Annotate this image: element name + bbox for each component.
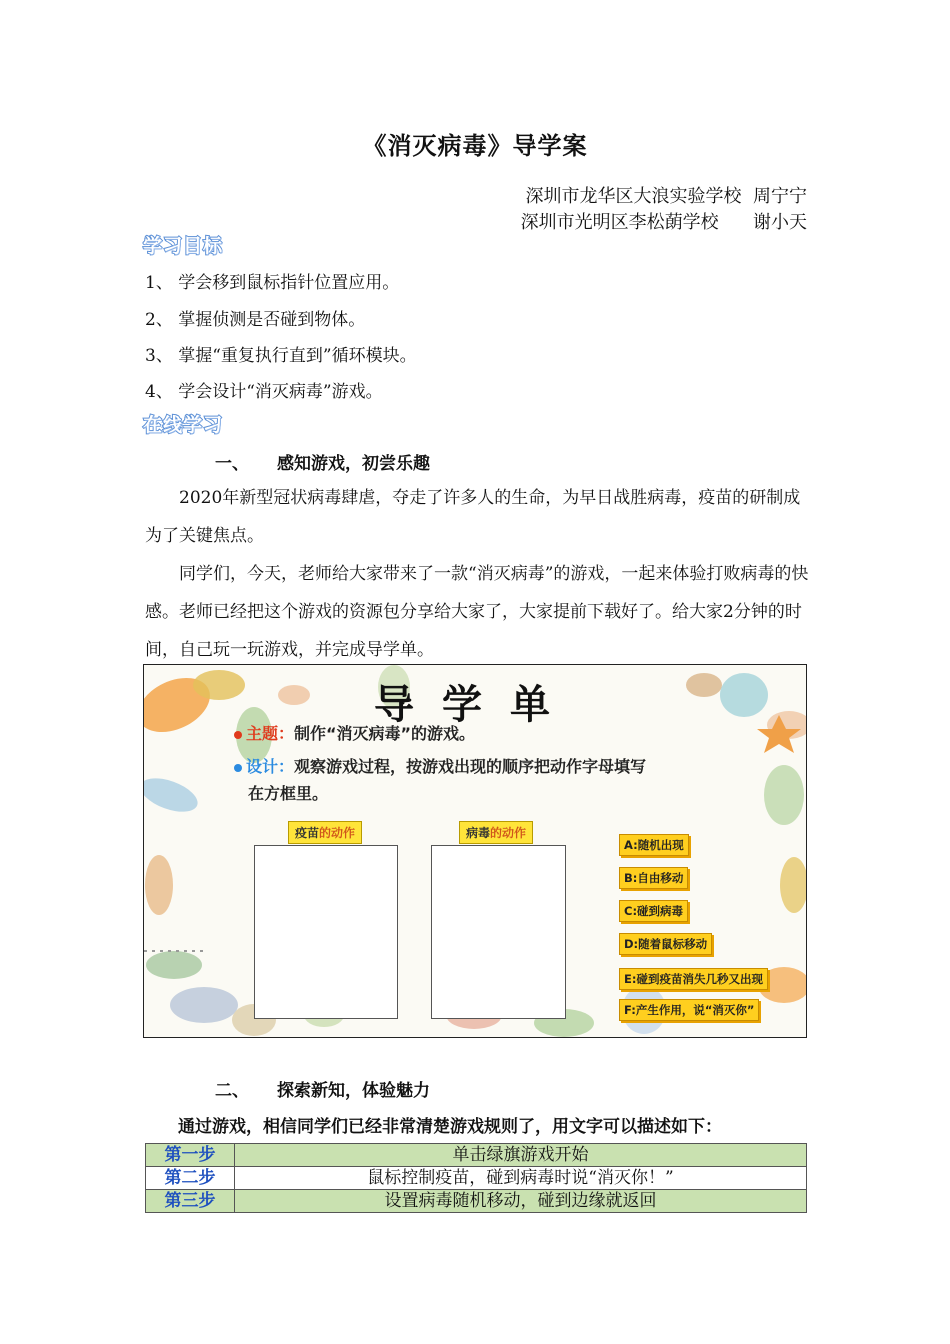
page-title: 《消灭病毒》导学案 [362,132,588,160]
part1-title: 感知游戏，初尝乐趣 [277,454,430,474]
section-online-badge: 在线学习 [143,414,224,436]
table-row [146,1190,807,1213]
part1-number: 一、 [215,454,249,474]
vaccine-box-label: 疫苗的动作 [288,821,362,844]
steps-table [145,1143,807,1213]
action-d: D:随着鼠标移动 [619,933,712,955]
action-c: C:碰到病毒 [619,900,688,922]
action-e: E:碰到疫苗消失几秒又出现 [619,968,768,990]
action-b: B:自由移动 [619,867,688,889]
action-a: A:随机出现 [619,834,689,856]
worksheet-image [143,664,807,1038]
vaccine-answer-box[interactable] [254,845,398,1019]
paragraph-1: 2020年新型冠状病毒肆虐，夺走了许多人的生命，为早日战胜病毒，疫苗的研制成为了关键焦点。 [145,488,801,546]
step-desc: 设置病毒随机移动，碰到边缘就返回 [235,1190,807,1213]
virus-answer-box[interactable] [431,845,566,1019]
part2-heading [215,1076,430,1101]
author-line-1: 深圳市龙华区大浪实验学校 周宁宁 [525,186,807,207]
table-row [146,1167,807,1190]
table-row [146,1144,807,1167]
part2-title: 探索新知，体验魅力 [277,1081,430,1101]
virus-box-label: 病毒的动作 [459,821,533,844]
part1-heading [215,449,430,474]
author-line-2: 深圳市光明区李松蓢学校 谢小天 [520,212,807,233]
step-label: 第一步 [146,1144,235,1167]
worksheet-design: 设计：观察游戏过程，按游戏出现的顺序把动作字母填写 [234,754,646,777]
worksheet-title: 导学单 [374,682,578,728]
step-label: 第二步 [146,1167,235,1190]
goal-item-3: 3、 掌握“重复执行直到”循环模块。 [145,346,417,366]
step-label: 第三步 [146,1190,235,1213]
red-dot-icon [234,731,242,739]
part1-body [145,479,809,669]
goal-item-1: 1、 学会移到鼠标指针位置应用。 [145,273,400,293]
goal-item-4: 4、 学会设计“消灭病毒”游戏。 [145,382,383,402]
step-desc: 单击绿旗游戏开始 [235,1144,807,1167]
goal-item-2: 2、 掌握侦测是否碰到物体。 [145,310,366,330]
blue-dot-icon [234,764,242,772]
worksheet-design-cont: 在方框里。 [248,784,329,803]
step-desc: 鼠标控制疫苗，碰到病毒时说“消灭你！” [235,1167,807,1190]
worksheet-theme: 主题：制作“消灭病毒”的游戏。 [234,721,475,744]
action-f: F:产生作用，说“消灭你” [619,999,759,1021]
part2-intro: 通过游戏，相信同学们已经非常清楚游戏规则了，用文字可以描述如下： [178,1117,722,1137]
section-goals-badge: 学习目标 [143,235,224,257]
part2-number: 二、 [215,1081,249,1101]
paragraph-2: 同学们，今天，老师给大家带来了一款“消灭病毒”的游戏，一起来体验打败病毒的快感。老师已经把这个游戏的资源包分享给大家了，大家提前下载好了。给大家2分钟的时间，自己玩一玩游戏，并完成导学单。 [145,564,809,660]
